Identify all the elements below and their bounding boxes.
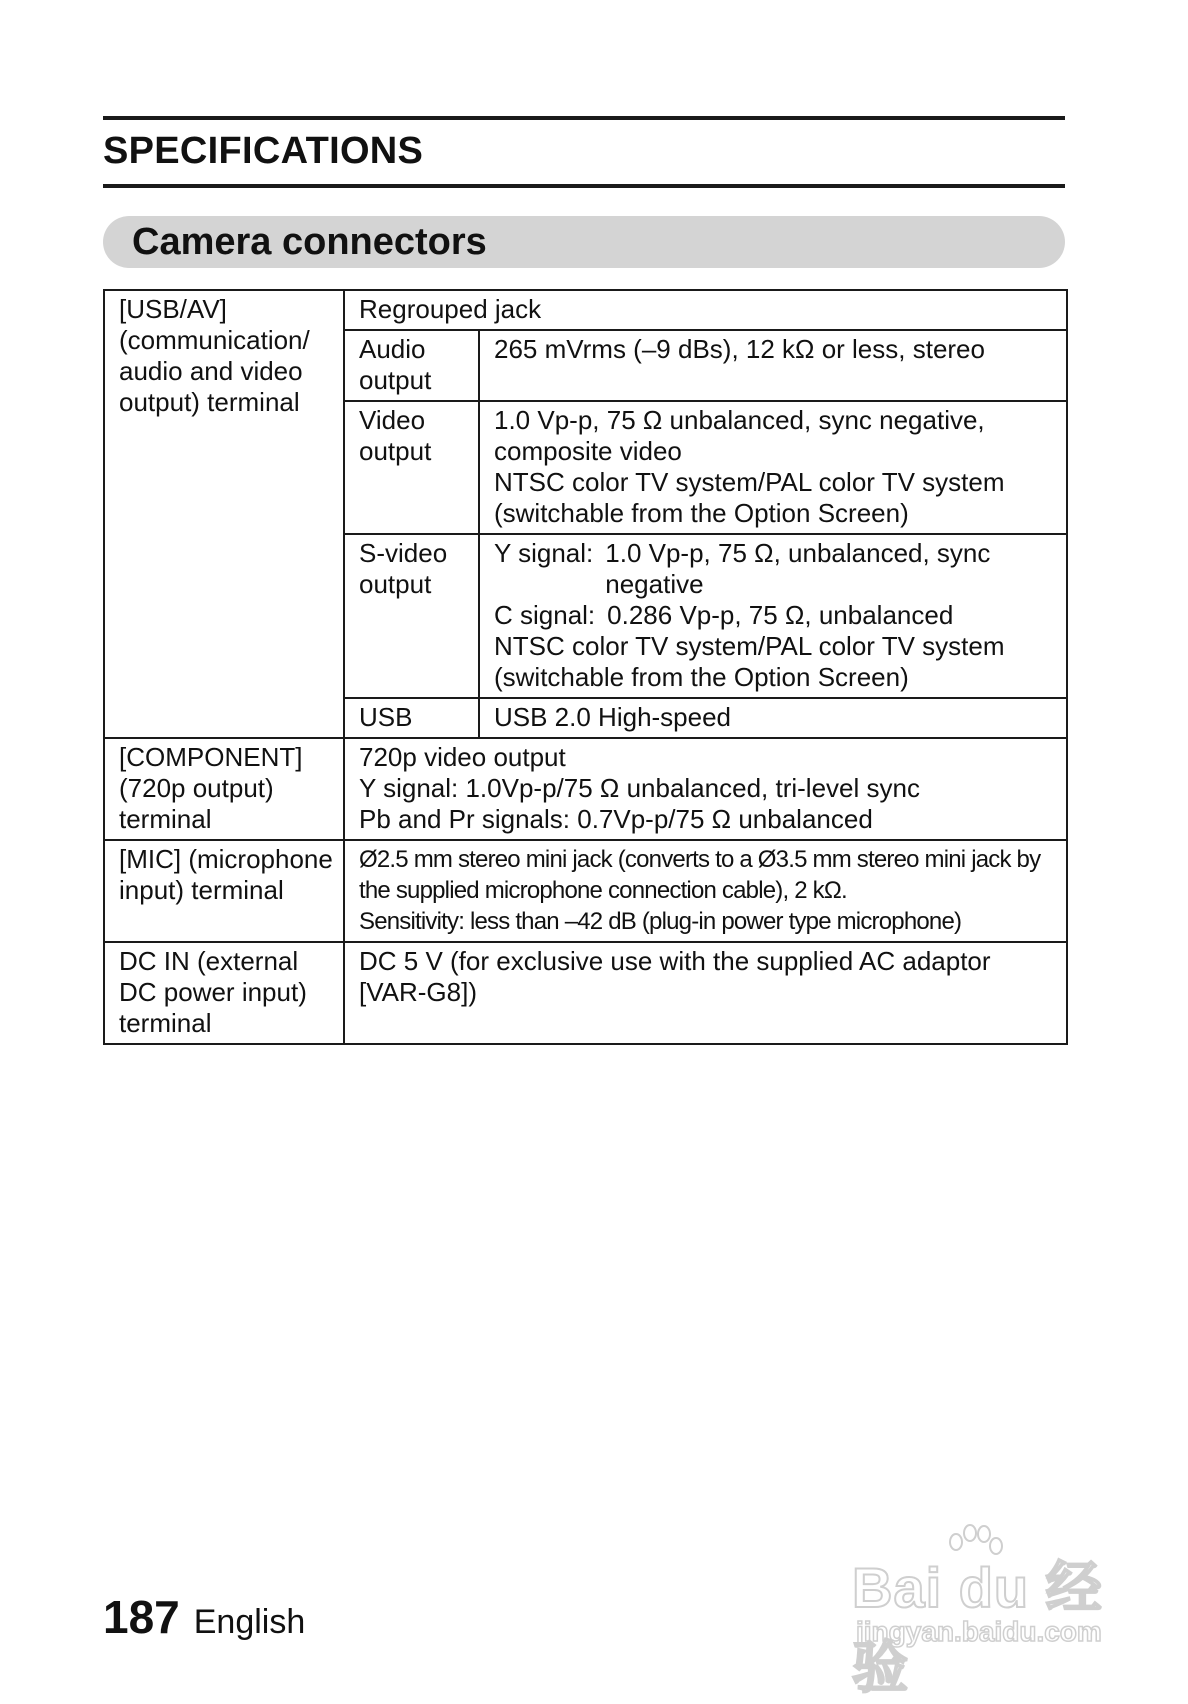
svideo-output-line: (switchable from the Option Screen) <box>494 662 909 692</box>
component-terminal-value <box>344 738 1067 840</box>
page-language: English <box>193 1603 306 1641</box>
y-signal-row <box>494 538 1056 600</box>
mic-terminal-label: [MIC] (microphone input) terminal <box>104 840 344 942</box>
c-signal-row <box>494 600 1056 631</box>
page-title: SPECIFICATIONS <box>103 130 424 172</box>
c-signal-label: C signal: <box>494 600 596 630</box>
baidu-watermark <box>848 1524 1128 1699</box>
watermark-logo: Bai du 经验 <box>852 1556 1103 1699</box>
page-number: 187 <box>103 1591 180 1643</box>
audio-output-label: Audio output <box>344 330 479 401</box>
page-header <box>103 116 1065 188</box>
svideo-output-value <box>479 534 1067 698</box>
usb-label: USB <box>344 698 479 738</box>
usb-value: USB 2.0 High-speed <box>479 698 1067 738</box>
y-signal-label: Y signal: <box>494 538 594 568</box>
watermark-url: jingyan.baidu.com <box>856 1616 1102 1647</box>
usb-av-terminal-label: [USB/AV] (communication/ audio and video output) terminal <box>104 290 344 738</box>
table-row <box>104 738 1067 840</box>
mic-line: Sensitivity: less than –42 dB (plug-in power type microphone) <box>359 908 962 935</box>
component-terminal-label: [COMPONENT] (720p output) terminal <box>104 738 344 840</box>
video-output-value <box>479 401 1067 534</box>
video-output-line: (switchable from the Option Screen) <box>494 498 909 528</box>
video-output-label: Video output <box>344 401 479 534</box>
section-title: Camera connectors <box>132 221 487 263</box>
dcin-terminal-label: DC IN (external DC power input) terminal <box>104 942 344 1044</box>
component-line: Pb and Pr signals: 0.7Vp-p/75 Ω unbalanced <box>359 804 873 834</box>
section-header <box>103 216 1065 268</box>
mic-terminal-value <box>344 840 1067 942</box>
c-signal-value: 0.286 Vp-p, 75 Ω, unbalanced <box>607 600 954 630</box>
table-row <box>104 840 1067 942</box>
table-row <box>104 290 1067 330</box>
regrouped-jack-heading: Regrouped jack <box>344 290 1067 330</box>
video-output-line: 1.0 Vp-p, 75 Ω unbalanced, sync negative, composite video <box>494 405 985 466</box>
video-output-line: NTSC color TV system/PAL color TV system <box>494 467 1005 497</box>
spec-table <box>103 289 1068 1045</box>
component-line: 720p video output <box>359 742 566 772</box>
svideo-output-label: S-video output <box>344 534 479 698</box>
mic-line: Ø2.5 mm stereo mini jack (converts to a Ø3.5 mm stereo mini jack by the supplied microphone connection cable), 2 kΩ. <box>359 846 1041 904</box>
svideo-output-line: NTSC color TV system/PAL color TV system <box>494 631 1005 661</box>
audio-output-value: 265 mVrms (–9 dBs), 12 kΩ or less, stereo <box>479 330 1067 401</box>
table-row <box>104 942 1067 1044</box>
y-signal-value: 1.0 Vp-p, 75 Ω, unbalanced, sync negative <box>605 538 991 599</box>
page-footer <box>103 1590 305 1644</box>
dcin-terminal-value: DC 5 V (for exclusive use with the supplied AC adaptor [VAR-G8]) <box>344 942 1067 1044</box>
component-line: Y signal: 1.0Vp-p/75 Ω unbalanced, tri-level sync <box>359 773 920 803</box>
